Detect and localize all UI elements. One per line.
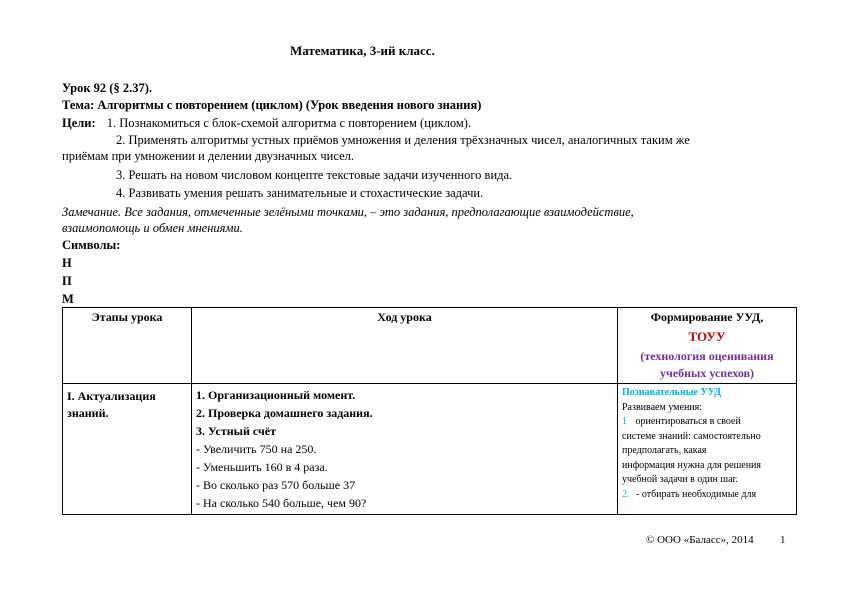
uud-item-1-number: 1	[622, 416, 627, 427]
lesson-table	[62, 307, 797, 515]
uud-header-line: Формирование УУД,	[650, 310, 764, 324]
symbol-p: П	[62, 274, 72, 288]
table-row	[63, 384, 797, 515]
symbols-label: Символы:	[62, 238, 121, 252]
task-3: - Во сколько раз 570 больше 37	[196, 478, 356, 492]
step-2: 2. Проверка домашнего задания.	[196, 406, 373, 420]
col-header-progress: Ход урока	[192, 308, 618, 384]
progress-cell	[192, 384, 618, 515]
lesson-topic: Тема: Алгоритмы с повторением (циклом) (Урок введения нового знания)	[62, 98, 482, 112]
copyright: © ООО «Баласс», 2014	[646, 534, 754, 546]
uud-item-1c	[622, 444, 792, 459]
uud-item-1a	[622, 415, 792, 430]
goal-3: 3. Решать на новом числовом концепте текстовые задачи изученного вида.	[116, 168, 513, 182]
task-1: - Увеличить 750 на 250.	[196, 442, 317, 456]
table-header-row	[63, 308, 797, 384]
goal-2b: приёмам при умножении и делении двузначных чисел.	[62, 149, 354, 163]
uud-subheading: Развиваем умения:	[622, 401, 703, 413]
goals-label: Цели:	[62, 116, 96, 130]
page-number: 1	[780, 534, 786, 546]
uud-heading: Познавательные УУД	[622, 387, 722, 398]
note-line-1: Замечание. Все задания, отмеченные зелёными точками, – это задания, предполагающие взаимодействие,	[62, 205, 634, 219]
uud-item-1d: информация нужна для решения	[622, 459, 762, 471]
note-line-2: взаимопомощь и обмен мнениями.	[62, 221, 243, 235]
lesson-number: Урок 92 (§ 2.37).	[62, 81, 153, 95]
goal-2a: 2. Применять алгоритмы устных приёмов умножения и деления трёхзначных чисел, аналогичных таким же	[116, 133, 690, 147]
col-header-uud	[618, 308, 797, 384]
touy-label: ТОУУ	[688, 329, 726, 344]
uud-item-2	[622, 488, 792, 503]
goal-1: 1. Познакомиться с блок-схемой алгоритма с повторением (циклом).	[106, 116, 472, 130]
goal-4: 4. Развивать умения решать занимательные и стохастические задачи.	[116, 186, 484, 200]
uud-item-1-text: ориентироваться в своей	[635, 416, 741, 427]
task-2: - Уменьшить 160 в 4 раза.	[196, 460, 328, 474]
uud-cell	[618, 384, 797, 515]
uud-item-2-text: - отбирать необходимые для	[636, 488, 757, 500]
col-header-stages: Этапы урока	[63, 308, 192, 384]
tech-label-2: учебных успехов)	[659, 366, 755, 380]
task-4: - На сколько 540 больше, чем 90?	[196, 496, 367, 510]
symbol-m: М	[62, 292, 74, 306]
step-1: 1. Организационный момент.	[196, 388, 356, 402]
uud-item-1b: системе знаний: самостоятельно	[622, 430, 761, 442]
tech-label-1: (технология оценивания	[640, 349, 774, 363]
goals-line-1	[62, 115, 471, 131]
page-title: Математика, 3-ий класс.	[290, 43, 435, 58]
uud-item-2-number: 2.	[622, 488, 630, 500]
uud-item-1e: учебной задачи в один шаг.	[622, 474, 738, 485]
symbol-n: Н	[62, 256, 72, 270]
uud-item-1c-text: предполагать, какая	[622, 445, 707, 456]
step-3: 3. Устный счёт	[196, 424, 277, 438]
stage-line-1: I. Актуализация	[67, 389, 156, 403]
stage-cell	[63, 384, 192, 515]
stage-line-2: знаний.	[67, 406, 109, 420]
